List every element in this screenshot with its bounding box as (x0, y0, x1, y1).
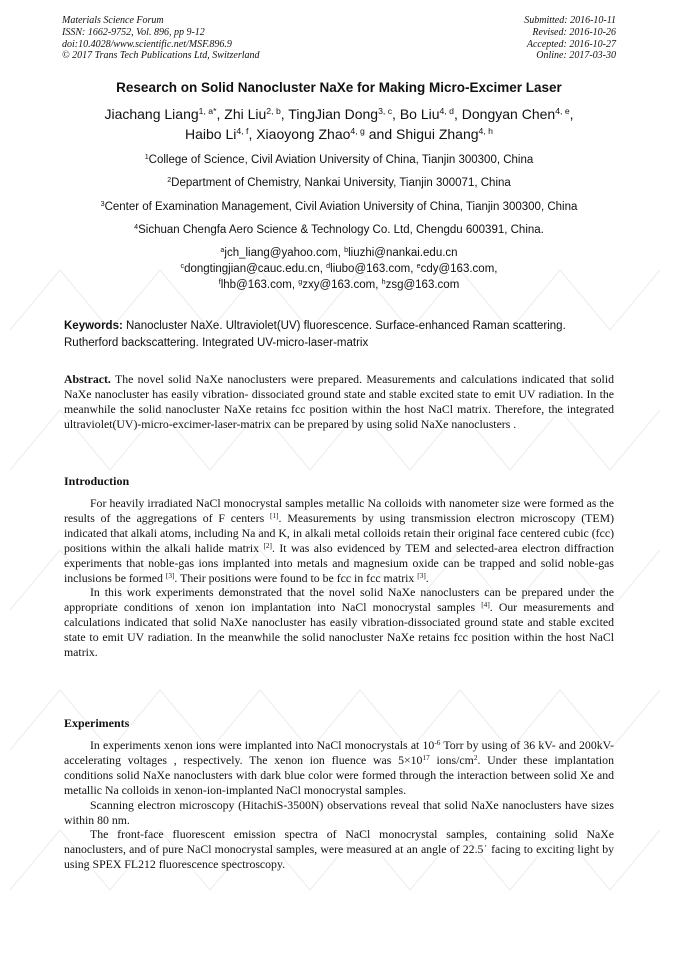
paragraph: Scanning electron microscopy (HitachiS-3500N) observations reveal that solid NaXe nanoclusters have sizes within 80 nm. (64, 797, 614, 827)
citation: [3] (417, 570, 426, 580)
author-name: Dongyan Chen (461, 106, 556, 122)
affiliation-1: $^1$College of Science, Civil Aviation University of China, Tianjin 300300, China (144, 153, 534, 166)
journal-issn: ISSN: 1662-9752, Vol. 896, pp 9-12 (62, 26, 205, 38)
email-address[interactable]: zsg@163.com (385, 278, 460, 291)
journal-info (62, 15, 260, 62)
author-name: Haibo Li (185, 126, 237, 142)
affiliation-4: $^4$Sichuan Chengfa Aero Science & Technology Co. Ltd, Chengdu 600391, China. (134, 223, 544, 236)
affiliation-3: $^3$Center of Examination Management, Civil Aviation University of China, Tianjin 300300, China (100, 200, 578, 213)
citation: [2] (263, 540, 272, 550)
paragraph: In this work experiments demonstrated that the novel solid NaXe nanoclusters can be prepared under the appropriate conditions of xenon ion implantation into NaCl monocrystal samples [4]. Our measurements and calculations indicated that solid NaXe nanocluster has easily vibration-dissociated ground state and stable excited state to emit UV radiation. In the meanwhile the solid nanocluster NaXe retains fcc position within the host NaCl matrix. (64, 585, 614, 660)
keywords-label: Keywords: (64, 320, 123, 332)
keywords-text: Nanocluster NaXe. Ultraviolet(UV) fluorescence. Surface-enhanced Raman scattering. Rutherford backscattering. Integrated UV-micro-laser-matrix (64, 320, 566, 349)
paragraph: The front-face fluorescent emission spectra of NaCl monocrystal samples, containing solid NaXe nanoclusters, and of pure NaCl monocrystal samples, were measured at an angle of 22.5˙ facing to exciting light by using SPEX FL212 fluorescence spectroscopy. (64, 827, 614, 872)
journal-name: Materials Science Forum (62, 15, 164, 26)
email-line: $^a$jch_liang@yahoo.com, $^b$liuzhi@nankai.edu.cn (220, 246, 458, 259)
author-superscript: 4, e (555, 106, 570, 117)
citation: [3] (165, 570, 175, 580)
journal-copyright: © 2017 Trans Tech Publications Ltd, Switzerland (62, 50, 260, 62)
publication-dates (524, 15, 616, 62)
author-emails (0, 246, 678, 293)
email-address[interactable]: dongtingjian@cauc.edu.cn (184, 262, 320, 275)
author-name: TingJian Dong (288, 106, 379, 122)
email-line: $^c$dongtingjian@cauc.edu.cn, $^d$liubo@163.com, $^e$cdy@163.com, (180, 261, 498, 275)
abstract (64, 372, 614, 432)
author-name: Zhi Liu (224, 106, 267, 122)
date-revised: Revised: 2016-10-26 (532, 26, 616, 38)
author-name: Xiaoyong Zhao (256, 126, 351, 142)
citation: [4] (481, 600, 490, 610)
email-address[interactable]: cdy@163.com (420, 262, 495, 275)
author-superscript: 4, d (439, 106, 454, 117)
keywords (64, 318, 614, 352)
author-name: Jiachang Liang (104, 106, 199, 122)
author-name: Shigui Zhang (396, 126, 479, 142)
email-address[interactable]: liubo@163.com (330, 262, 411, 275)
author-superscript: 4, h (478, 126, 493, 137)
author-superscript: 2, b (266, 106, 281, 117)
author-list: Jiachang Liang$^{1, a*}$, Zhi Liu$^{2, b}$, TingJian Dong$^{3, c}$, Bo Liu$^{4, d}$, Dongyan Chen$^{4, e}$, Haibo Li$^{4, f}$, Xiaoyong Zhao$^{4, g}$ and Shigui Zhang$^{4, h}$ (104, 106, 574, 142)
email-address[interactable]: zxy@163.com (302, 278, 376, 291)
email-address[interactable]: jch_liang@yahoo.com (224, 247, 338, 259)
author-superscript: 1, a* (198, 106, 217, 117)
section-heading-experiments: Experiments (64, 716, 130, 730)
email-address[interactable]: lhb@163.com (220, 278, 292, 291)
journal-doi: doi:10.4028/www.scientific.net/MSF.896.9 (62, 38, 232, 50)
author-superscript: 4, f (236, 126, 249, 137)
introduction-body (64, 496, 614, 660)
paper-title: Research on Solid Nanocluster NaXe for Making Micro-Excimer Laser (116, 80, 562, 95)
author-superscript: 3, c (378, 106, 393, 117)
experiments-body (64, 738, 614, 872)
email-address[interactable]: liuzhi@nankai.edu.cn (348, 247, 458, 259)
author-superscript: 4, g (350, 126, 365, 137)
date-online: Online: 2017-03-30 (536, 50, 616, 62)
abstract-text: The novel solid NaXe nanoclusters were prepared. Measurements and calculations indicated that solid NaXe nanocluster has easily vibration- dissociated ground state and stable excited state to emit UV radiation. In the meanwhile the solid nanocluster NaXe retains fcc position within the host NaCl matrix. Therefore, the integrated ultraviolet(UV)-micro-excimer-laser-matrix can be prepared by using solid NaXe nanoclusters . (64, 372, 614, 431)
abstract-label: Abstract. (64, 372, 111, 386)
paragraph: For heavily irradiated NaCl monocrystal samples metallic Na colloids with nanometer size were formed as the results of the aggregations of F centers [1]. Measurements by using transmission electron microscopy (TEM) indicated that alkali atoms, including Na and K, in alkali metal colloids retain their original face centered cubic (fcc) positions within the alkali halide matrix [2]. It was also evidenced by TEM and selected-area electron diffraction experiments that noble-gas ions implanted into metals and magnesium oxide can be trapped and solid noble-gas inclusions be formed [3]. Their positions were found to be fcc in fcc matrix [3]. (64, 496, 615, 585)
citation: [1] (270, 510, 279, 520)
authors-conjunction: and (368, 126, 393, 142)
affiliation-2: $^2$Department of Chemistry, Nankai University, Tianjin 300071, China (167, 176, 511, 189)
author-name: Bo Liu (399, 106, 440, 122)
email-line: $^f$lhb@163.com, $^g$zxy@163.com, $^h$zsg@163.com (218, 277, 460, 291)
section-heading-introduction: Introduction (64, 474, 130, 488)
paragraph: In experiments xenon ions were implanted into NaCl monocrystals at $10^{-6}$ Torr by using of 36 kV- and 200kV-accelerating voltages , respectively. The xenon ion fluence was $5\times 10^{17}$ ions/$cm^2$. Under these implantation conditions solid NaXe nanoclusters with dark blue color were formed through the interaction between solid Xe and metallic Na colloids in xenon-ion-implanted NaCl monocrystal samples. (64, 737, 614, 797)
date-submitted: Submitted: 2016-10-11 (524, 15, 616, 26)
date-accepted: Accepted: 2016-10-27 (526, 38, 616, 50)
